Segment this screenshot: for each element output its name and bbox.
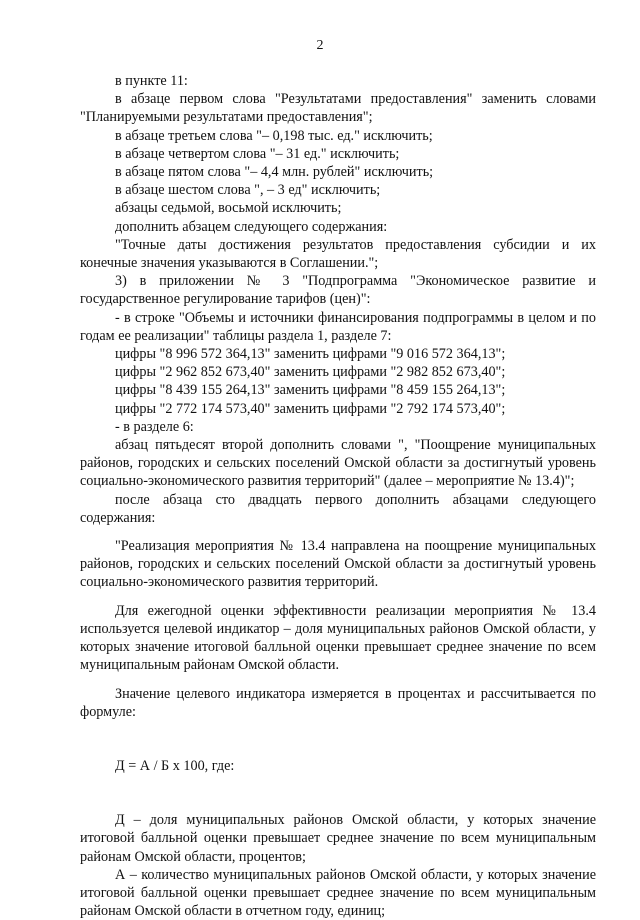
paragraph-section-6: - в разделе 6: — [115, 418, 194, 435]
paragraph-def-a: А – количество муниципальных районов Омской области, у которых значение итоговой балльной оценки превышает среднее значение по всем муниципальным районам Омской области в отчетном году, единиц; — [80, 866, 596, 920]
page-number: 2 — [316, 38, 324, 53]
paragraph-volumes-row: - в строке "Объемы и источники финансирования подпрограммы в целом и по годам ее реализации" таблицы раздела 1, разделе 7: — [80, 309, 596, 344]
paragraph-indicator-value: Значение целевого индикатора измеряется в процентах и рассчитывается по формуле: — [80, 685, 596, 720]
paragraph-figures-4: цифры "2 772 174 573,40" заменить цифрами "2 792 174 573,40"; — [115, 400, 506, 417]
paragraph-measure-13-4: "Реализация мероприятия № 13.4 направлена на поощрение муниципальных районов, городских и сельских поселений Омской области за достигнутый уровень социально-экономического развития территорий. — [80, 538, 596, 591]
formula: Д = А / Б х 100, где: — [115, 757, 235, 774]
paragraph-exact-dates: "Точные даты достижения результатов предоставления субсидии и их конечные значения указываются в Соглашении."; — [80, 236, 596, 272]
paragraph-fifth-abzac: в абзаце пятом слова "– 4,4 млн. рублей" исключить; — [115, 164, 434, 181]
paragraph-third-abzac: в абзаце третьем слова "– 0,198 тыс. ед." исключить; — [115, 127, 433, 144]
paragraph-figures-1: цифры "8 996 572 364,13" заменить цифрами "9 016 572 364,13"; — [115, 346, 506, 363]
document-body — [80, 72, 596, 920]
paragraph-fourth-abzac: в абзаце четвертом слова "– 31 ед." исключить; — [115, 145, 400, 162]
paragraph-figures-2: цифры "2 962 852 673,40" заменить цифрами "2 982 852 673,40"; — [115, 364, 506, 381]
paragraph-item-11: в пункте 11: — [115, 73, 188, 89]
paragraph-add-abzac: дополнить абзацем следующего содержания: — [115, 218, 388, 235]
paragraph-appendix-3: 3) в приложении № 3 "Подпрограмма "Экономическое развитие и государственное регулирование тарифов (цен)": — [80, 273, 596, 308]
paragraph-def-d: Д – доля муниципальных районов Омской области, у которых значение итоговой балльной оценки превышает среднее значение по всем муниципальным районам Омской области, процентов; — [80, 812, 596, 865]
paragraph-figures-3: цифры "8 439 155 264,13" заменить цифрами "8 459 155 264,13"; — [115, 382, 506, 399]
paragraph-after-121: после абзаца сто двадцать первого дополнить абзацами следующего содержания: — [80, 491, 596, 526]
paragraph-sixth-abzac: в абзаце шестом слова ", – 3 ед" исключить; — [115, 182, 381, 199]
paragraph-seventh-eighth: абзацы седьмой, восьмой исключить; — [115, 200, 342, 217]
paragraph-first-abzac: в абзаце первом слова "Результатами предоставления" заменить словами "Планируемыми результатами предоставления"; — [80, 91, 596, 126]
paragraph-abzac-52: абзац пятьдесят второй дополнить словами ", "Поощрение муниципальных районов, городских и сельских поселений Омской области за достигнутый уровень социально-экономического развития территорий" (далее – мероприятие № 13.4)"; — [80, 437, 596, 490]
paragraph-annual-evaluation: Для ежегодной оценки эффективности реализации мероприятия № 13.4 используется целевой индикатор – доля муниципальных районов Омской области, у которых значение итоговой балльной оценки превышает среднее значение по всем муниципальным районам Омской области. — [80, 602, 596, 674]
